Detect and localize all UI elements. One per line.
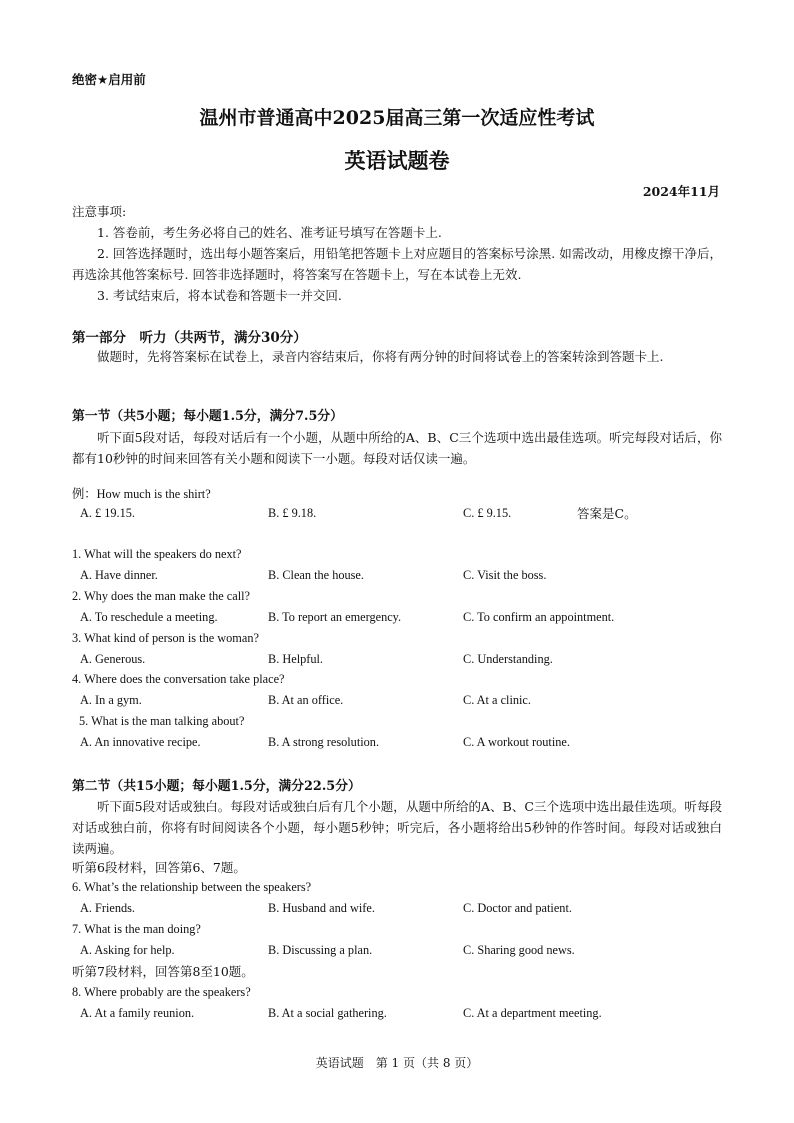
- question: 3. What kind of person is the woman?: [72, 631, 259, 645]
- option-b: B. At an office.: [268, 693, 344, 707]
- option-b: B. A strong resolution.: [268, 735, 380, 749]
- question: 2. Why does the man make the call?: [72, 589, 251, 603]
- note-item: 2. 回答选择题时，选出每小题答案后，用铅笔把答题卡上对应题目的答案标号涂黑. 如需改动，用橡皮擦干净后，再选涂其他答案标号. 回答非选择题时，将答案写在答题卡上，写在本试卷上无效.: [72, 246, 722, 282]
- option-c: C. Understanding.: [463, 652, 553, 666]
- confidential-label: 绝密★启用前: [72, 72, 146, 87]
- option-b: B. To report an emergency.: [268, 610, 402, 624]
- part1-heading: 第一部分 听力（共两节，满分30分）: [72, 330, 307, 346]
- section2-heading: 第二节（共15小题；每小题1.5分，满分22.5分）: [72, 779, 361, 794]
- note-item: 1. 答卷前，考生务必将自己的姓名、准考证号填写在答题卡上.: [97, 225, 442, 240]
- question: 1. What will the speakers do next?: [72, 547, 242, 561]
- page-footer: 英语试题 第 1 页（共 8 页）: [315, 1056, 479, 1070]
- example-question: 例：How much is the shirt?: [72, 487, 211, 501]
- option-b: B. Clean the house.: [268, 568, 364, 582]
- part1-instruction: 做题时，先将答案标在试卷上，录音内容结束后，你将有两分钟的时间将试卷上的答案转涂到答题卡上.: [97, 349, 664, 364]
- option-a: A. Have dinner.: [80, 568, 158, 582]
- question: 7. What is the man doing?: [72, 922, 201, 936]
- section1-heading: 第一节（共5小题；每小题1.5分，满分7.5分）: [72, 409, 343, 424]
- note-item: 3. 考试结束后，将本试卷和答题卡一并交回.: [97, 288, 342, 303]
- question: 8. Where probably are the speakers?: [72, 985, 251, 999]
- option-a: A. At a family reunion.: [80, 1006, 195, 1020]
- option-a: A. To reschedule a meeting.: [80, 610, 218, 624]
- option-b: B. Husband and wife.: [268, 901, 375, 915]
- option-a: A. Generous.: [80, 652, 146, 666]
- section1-instruction: 听下面5段对话，每段对话后有一个小题，从题中所给的A、B、C三个选项中选出最佳选项。听完每段对话后，你都有10秒钟的时间来回答有关小题和阅读下一小题。每段对话仅读一遍。: [72, 430, 722, 466]
- question: 5. What is the man talking about?: [79, 714, 245, 728]
- example-answer: 答案是C。: [577, 506, 637, 521]
- option-a: A. Asking for help.: [80, 943, 175, 957]
- material-note: 听第6段材料，回答第6、7题。: [72, 860, 246, 875]
- option-b: B. Helpful.: [268, 652, 323, 666]
- option-b: B. At a social gathering.: [268, 1006, 387, 1020]
- exam-title: 温州市普通高中2025届高三第一次适应性考试: [199, 107, 595, 129]
- option-c: C. At a department meeting.: [463, 1006, 602, 1020]
- notes-heading: 注意事项:: [72, 204, 127, 219]
- question: 6. What’s the relationship between the speakers?: [72, 880, 312, 894]
- option-a: A. £ 19.15.: [80, 506, 135, 520]
- option-c: C. Sharing good news.: [463, 943, 575, 957]
- option-a: A. Friends.: [80, 901, 135, 915]
- option-b: B. £ 9.18.: [268, 506, 317, 520]
- option-c: C. £ 9.15.: [463, 506, 512, 520]
- material-note: 听第7段材料，回答第8至10题。: [72, 964, 254, 979]
- option-c: C. A workout routine.: [463, 735, 570, 749]
- option-c: C. Doctor and patient.: [463, 901, 572, 915]
- option-c: C. At a clinic.: [463, 693, 531, 707]
- question: 4. Where does the conversation take place?: [72, 672, 285, 686]
- option-a: A. An innovative recipe.: [80, 735, 201, 749]
- option-c: C. Visit the boss.: [463, 568, 547, 582]
- option-b: B. Discussing a plan.: [268, 943, 373, 957]
- exam-date: 2024年11月: [642, 184, 720, 199]
- option-a: A. In a gym.: [80, 693, 142, 707]
- paper-subtitle: 英语试题卷: [344, 148, 450, 173]
- section2-instruction: 听下面5段对话或独白。每段对话或独白后有几个小题，从题中所给的A、B、C三个选项中选出最佳选项。听每段对话或独白前，你将有时间阅读各个小题，每小题5秒钟；听完后，各小题将给出5秒钟的作答时间。每段对话或独白读两遍。: [72, 799, 722, 856]
- option-c: C. To confirm an appointment.: [463, 610, 615, 624]
